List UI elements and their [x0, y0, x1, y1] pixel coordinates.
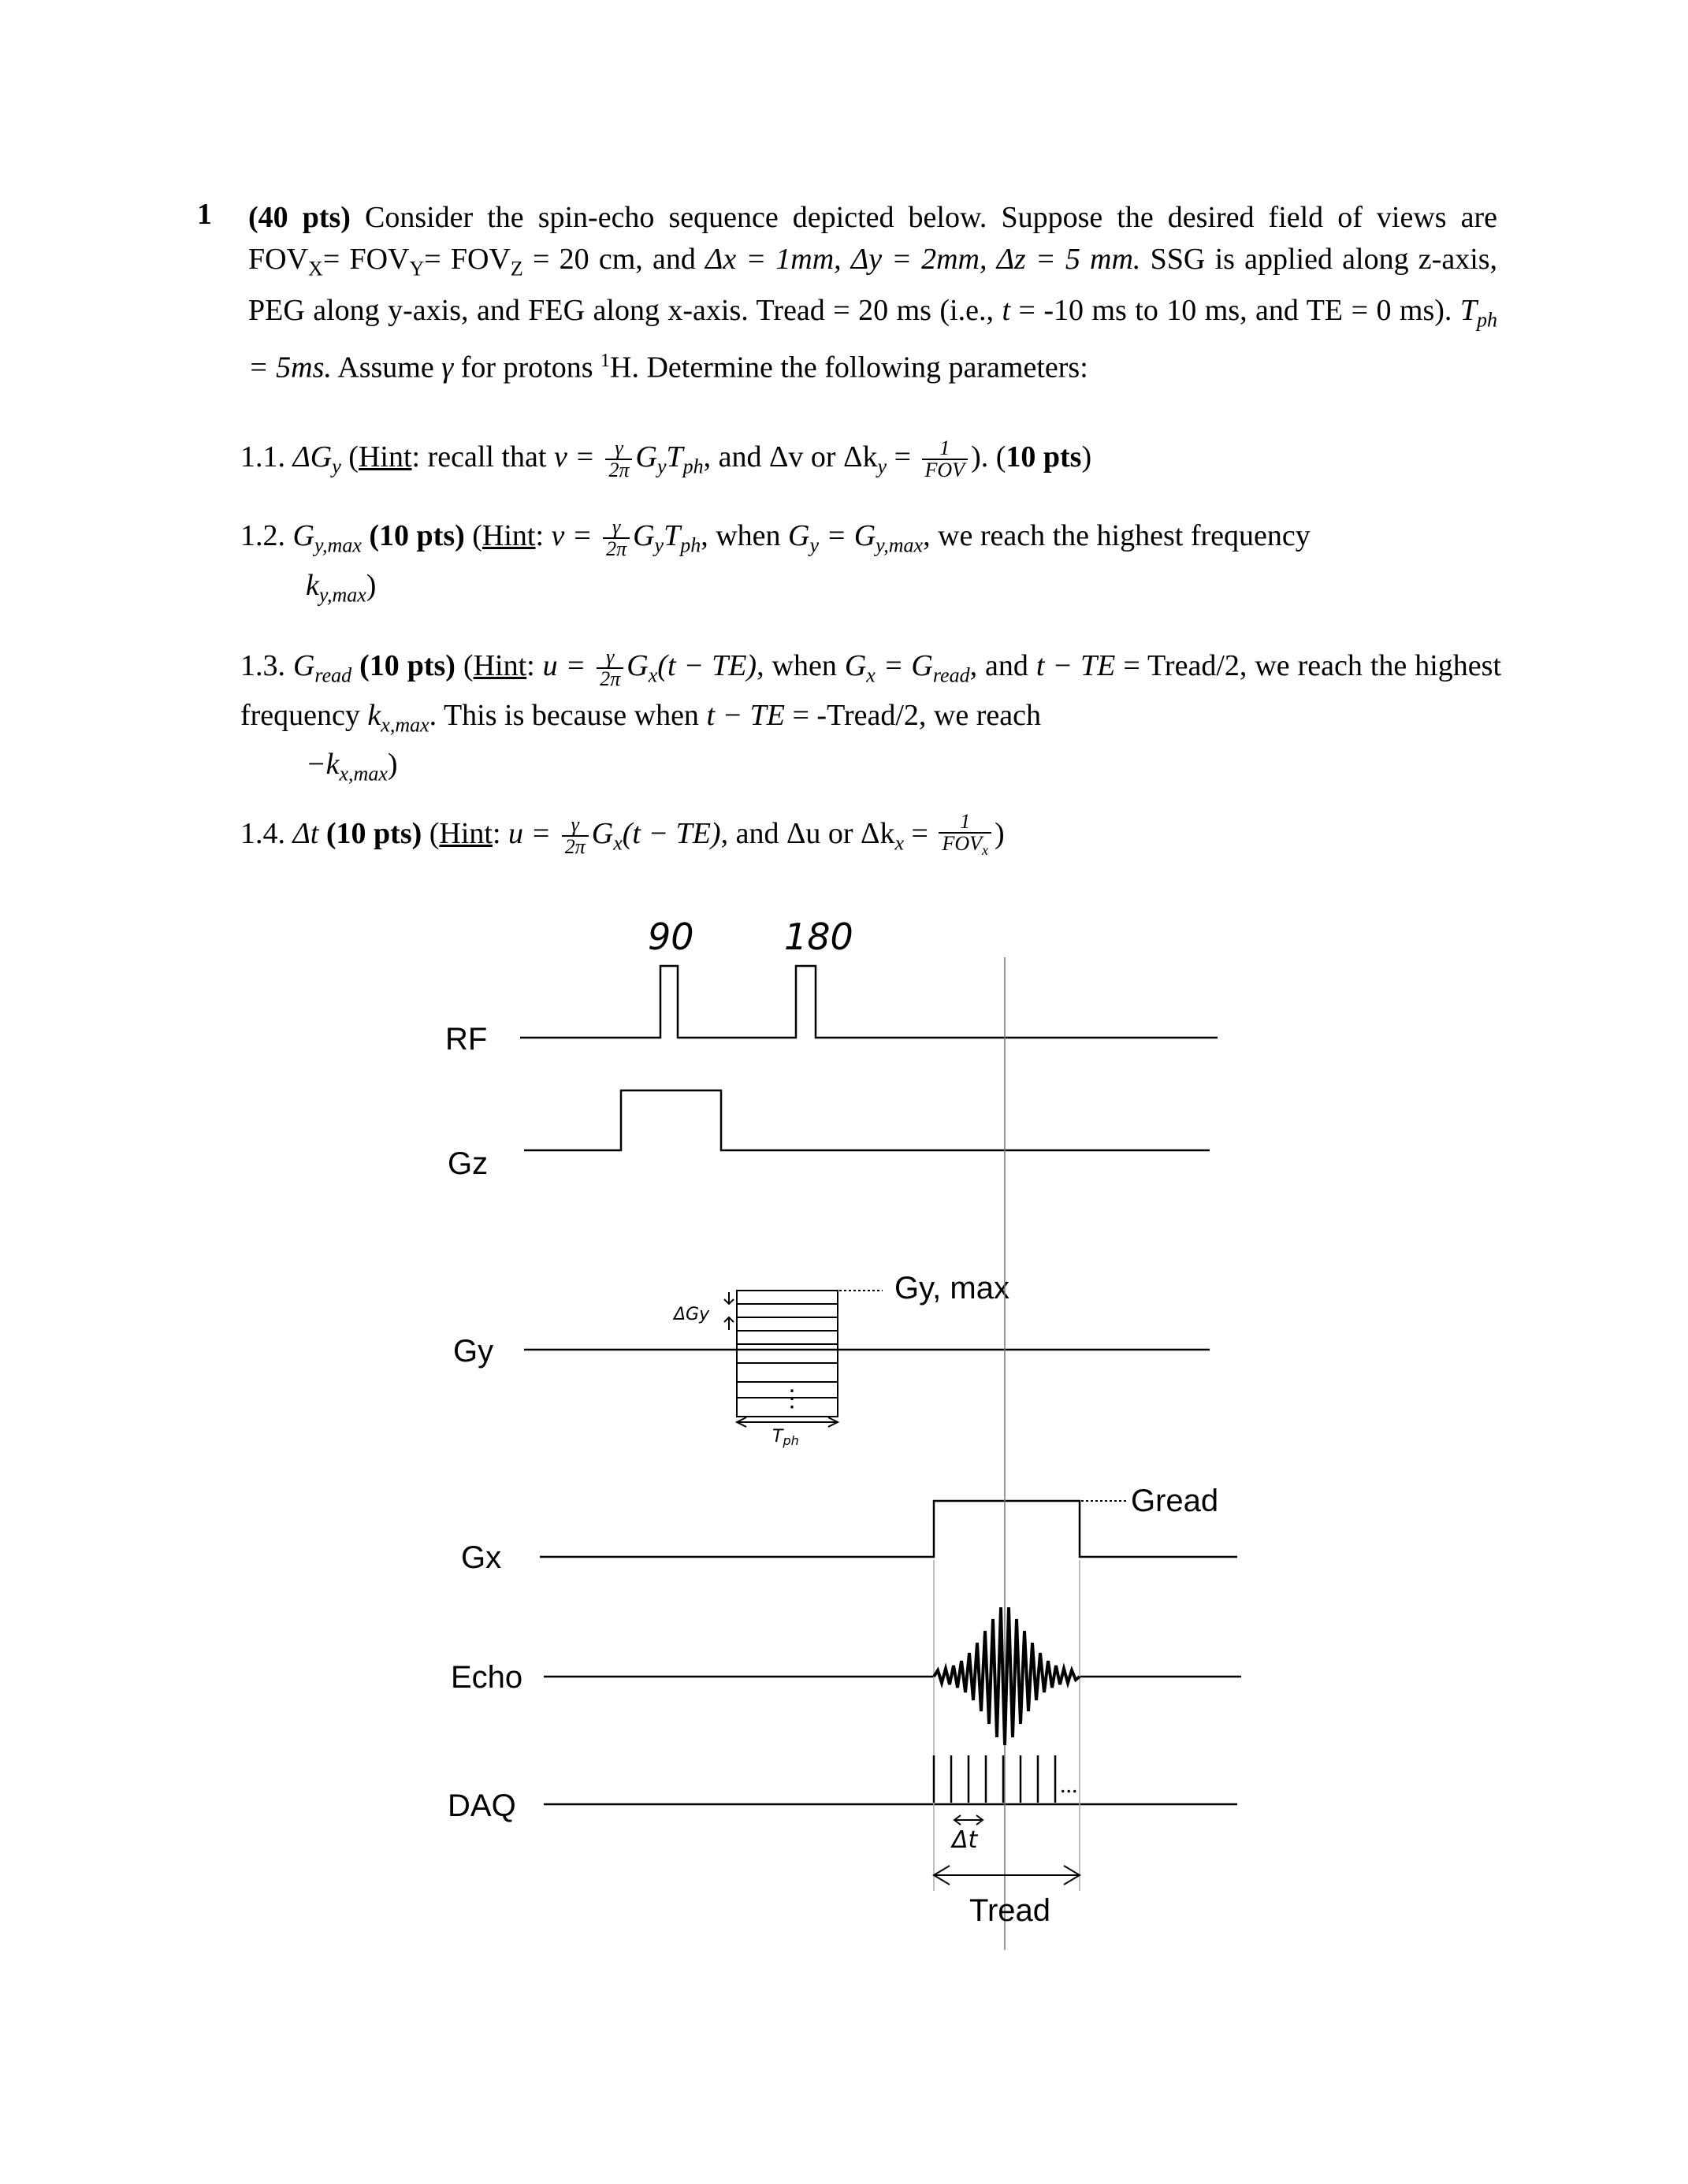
- rf-waveform: [520, 966, 1218, 1038]
- math-u: u =: [542, 649, 586, 682]
- resolution-deltas: Δx = 1mm, Δy = 2mm, Δz = 5 mm.: [705, 243, 1141, 276]
- math-k: k: [306, 568, 319, 602]
- item-text: ): [1081, 440, 1092, 474]
- math-sub: ph: [680, 533, 701, 557]
- item-text: ): [995, 816, 1005, 850]
- math-t: T: [664, 519, 681, 552]
- row-label-gz: Gz: [448, 1146, 489, 1181]
- question-number: 1: [197, 198, 212, 231]
- math-g: G: [844, 649, 867, 682]
- math-g: G: [292, 649, 315, 682]
- pulse-sequence-diagram: [0, 906, 1688, 2009]
- item-points: (10 pts): [359, 649, 455, 682]
- fraction-gamma-2pi: [562, 815, 589, 857]
- item-text: = Tread/2, we reach the highest frequency: [240, 649, 1502, 732]
- delta-t-arrow: [954, 1815, 983, 1825]
- delta-gy-label: ΔGy: [674, 1305, 710, 1324]
- intro-text-f: for protons: [460, 351, 593, 384]
- item-1-1: 1.1. $\Delta G_y$ (Hint: recall that v = $\frac{\gamma}{2\pi}$ $G_yT_{ph}$, and Δv or $\Delta k_y$ = $\frac{1}{\text{FOV}}$ ). (10 pts): [240, 436, 1092, 482]
- tph-symbol: T: [1459, 293, 1478, 327]
- item-text: =: [894, 440, 912, 474]
- math-k: k: [367, 698, 381, 732]
- frac-den: FOV: [942, 832, 983, 855]
- frac-num: γ: [605, 438, 632, 460]
- row-label-daq: DAQ: [448, 1788, 516, 1823]
- item-text: , and: [969, 649, 1028, 682]
- gz-waveform: [524, 1090, 1210, 1150]
- hint-label: Hint: [439, 816, 493, 850]
- pulse-180-label: 180: [784, 916, 853, 958]
- row-label-gx: Gx: [461, 1540, 502, 1575]
- math-sub: x: [866, 663, 876, 687]
- item-text: :: [526, 649, 535, 682]
- frac-den-sub: x: [982, 842, 989, 859]
- row-label-rf: RF: [445, 1022, 488, 1057]
- math-g: G: [626, 649, 649, 682]
- intro-text-e: Assume: [337, 351, 434, 384]
- item-text: = -Tread/2, we reach: [792, 698, 1041, 732]
- gread-label: Gread: [1131, 1484, 1219, 1518]
- question-points: (40 pts): [248, 201, 351, 234]
- item-1-4: 1.4. Δt (10 pts) (Hint: u = $\frac{\gamma}{2\pi}$ $G_x(t - TE)$, and Δu or $\Delta k_x$ = $\frac{1}{FOV_x}$ ): [240, 812, 1501, 863]
- item-text: . This is because when: [429, 698, 699, 732]
- math-v: v =: [553, 440, 595, 474]
- math-sub: read: [314, 663, 352, 687]
- item-text: :: [535, 519, 545, 552]
- intro-text-g: H. Determine the following parameters:: [610, 351, 1088, 384]
- hint-label: Hint: [358, 440, 412, 474]
- fraction-gamma-2pi: [597, 647, 623, 689]
- delta-gy-arrows: [724, 1292, 734, 1330]
- item-text: ): [366, 568, 377, 602]
- phase-table-ellipsis: ⋮: [780, 1386, 804, 1412]
- sub-x: X: [308, 257, 323, 280]
- math-sub: x,max: [339, 762, 388, 786]
- item-label: 1.4.: [240, 816, 285, 850]
- math-sub: y: [332, 455, 341, 478]
- item-text: :: [492, 816, 501, 850]
- fraction-gamma-2pi: [605, 438, 632, 481]
- math-sub: x,max: [381, 713, 429, 737]
- math-sub: y,max: [318, 583, 366, 607]
- frac-den: 2π: [608, 459, 630, 482]
- item-text: , and Δv or Δk: [703, 440, 878, 474]
- echo-signal: [934, 1607, 1080, 1745]
- frac-num: 1: [922, 438, 969, 460]
- math-g: G: [292, 519, 314, 552]
- math-sub: y,max: [876, 533, 924, 557]
- frac-num: 1: [939, 812, 991, 834]
- math-t-te: t − TE: [706, 698, 785, 732]
- math-sub: y: [656, 455, 667, 478]
- intro-text-c: SSG is applied along z-axis, PEG along y-axis, and FEG along x-axis. Tread = 20 ms (i.e.,: [248, 243, 1498, 327]
- item-label: 1.2.: [240, 519, 285, 552]
- intro-text-a: Consider the spin-echo sequence depicted below. Suppose the desired field of views are FOV: [248, 201, 1498, 276]
- math-g: G: [635, 440, 657, 474]
- gamma-symbol: γ: [441, 351, 454, 384]
- tph-value: = 5ms.: [248, 351, 332, 384]
- fraction-1-fovx: [939, 812, 991, 860]
- frac-den: 2π: [564, 835, 586, 859]
- math-g: = G: [883, 649, 933, 682]
- hint-label: Hint: [481, 519, 536, 552]
- daq-samples: [934, 1755, 1055, 1803]
- item-text: =: [911, 816, 928, 850]
- item-text: ): [387, 748, 398, 782]
- item-1-3: 1.3. $G_{read}$ (10 pts) (Hint: u = $\frac{\gamma}{2\pi}$ $G_x(t - TE)$, when $G_x = G_{read}$, and t − TE = Tread/2, we reach the highest frequency $k_{x,max}$. This is because when t − TE = -Tread/2, we reach $-k_{x,max}$): [240, 646, 1501, 794]
- intro-text-d: = -10 ms to 10 ms, and TE = 0 ms).: [1018, 293, 1452, 327]
- math-g: G: [788, 519, 810, 552]
- math-sub: x: [648, 663, 658, 687]
- item-label: 1.3.: [240, 649, 285, 682]
- intro-text-b: = 20 cm, and: [533, 243, 696, 276]
- sub-z: Z: [510, 257, 523, 280]
- delta-t-label: Δt: [952, 1826, 978, 1854]
- math-v: v =: [551, 519, 593, 552]
- tph-arrow: [737, 1417, 838, 1427]
- frac-num: γ: [603, 517, 630, 539]
- hint-label: Hint: [473, 649, 527, 682]
- item-text: , when: [701, 519, 781, 552]
- math-sub: read: [932, 663, 970, 687]
- math-sub: x: [894, 831, 905, 855]
- daq-ellipsis: ...: [1060, 1772, 1078, 1798]
- sub-y: Y: [409, 257, 425, 280]
- row-label-gy: Gy: [453, 1334, 494, 1369]
- pulse-90-label: 90: [648, 916, 694, 958]
- frac-num: γ: [562, 815, 589, 837]
- item-text: : recall that: [411, 440, 547, 474]
- math-delta-t: Δt: [292, 816, 319, 850]
- math-sub: x: [613, 831, 623, 855]
- item-1-2: 1.2. $G_{y,max}$ (10 pts) (Hint: v = $\frac{\gamma}{2\pi}$ $G_yT_{ph}$, when $G_y = G_{y,max}$, we reach the highest frequency $k_{y,max}$): [240, 516, 1501, 615]
- item-points: (10 pts): [325, 816, 422, 850]
- intro-eq1: = FOV: [322, 243, 410, 276]
- math-t-te: (t − TE): [657, 649, 757, 682]
- math-sub: y,max: [314, 533, 362, 557]
- item-text: , we reach the highest frequency: [923, 519, 1311, 552]
- tph-label: Tph: [772, 1427, 799, 1448]
- math-g: G: [591, 816, 614, 850]
- item-continuation: [240, 745, 1501, 794]
- math-delta-gy: ΔG: [292, 440, 333, 474]
- item-text: , and Δu or Δk: [720, 816, 895, 850]
- isotope-superscript: 1: [600, 351, 611, 372]
- tph-sub: ph: [1477, 308, 1498, 332]
- math-t-te: (t − TE): [622, 816, 721, 850]
- math-sub: y: [654, 533, 664, 557]
- item-label: 1.1.: [240, 440, 285, 474]
- tread-label: Tread: [969, 1893, 1051, 1928]
- item-text: , when: [757, 649, 837, 682]
- math-sub: y: [809, 533, 820, 557]
- frac-den: 2π: [600, 667, 621, 691]
- frac-den: FOV: [924, 459, 965, 482]
- math-sub: ph: [682, 455, 704, 478]
- intro-eq2: = FOV: [424, 243, 511, 276]
- math-sub: y: [877, 455, 887, 478]
- item-points: (10 pts): [369, 519, 465, 552]
- frac-den: 2π: [606, 537, 627, 561]
- tread-arrow: [934, 1866, 1080, 1885]
- item-text: ). (: [971, 440, 1006, 474]
- fraction-gamma-2pi: [603, 517, 630, 559]
- frac-num: γ: [597, 647, 623, 669]
- fraction-1-fov: [922, 438, 969, 481]
- item-continuation: [240, 566, 1501, 615]
- gy-max-label: Gy, max: [894, 1271, 1009, 1306]
- math-u: u =: [508, 816, 552, 850]
- math-t-te: t − TE: [1035, 649, 1116, 682]
- question-intro: [248, 197, 1497, 389]
- item-points: 10 pts: [1006, 440, 1082, 474]
- math-k: −k: [306, 748, 340, 782]
- math-g: G: [633, 519, 655, 552]
- math-t: T: [666, 440, 683, 474]
- t-variable: t: [1002, 293, 1011, 327]
- row-label-echo: Echo: [451, 1660, 523, 1695]
- math-g: = G: [826, 519, 876, 552]
